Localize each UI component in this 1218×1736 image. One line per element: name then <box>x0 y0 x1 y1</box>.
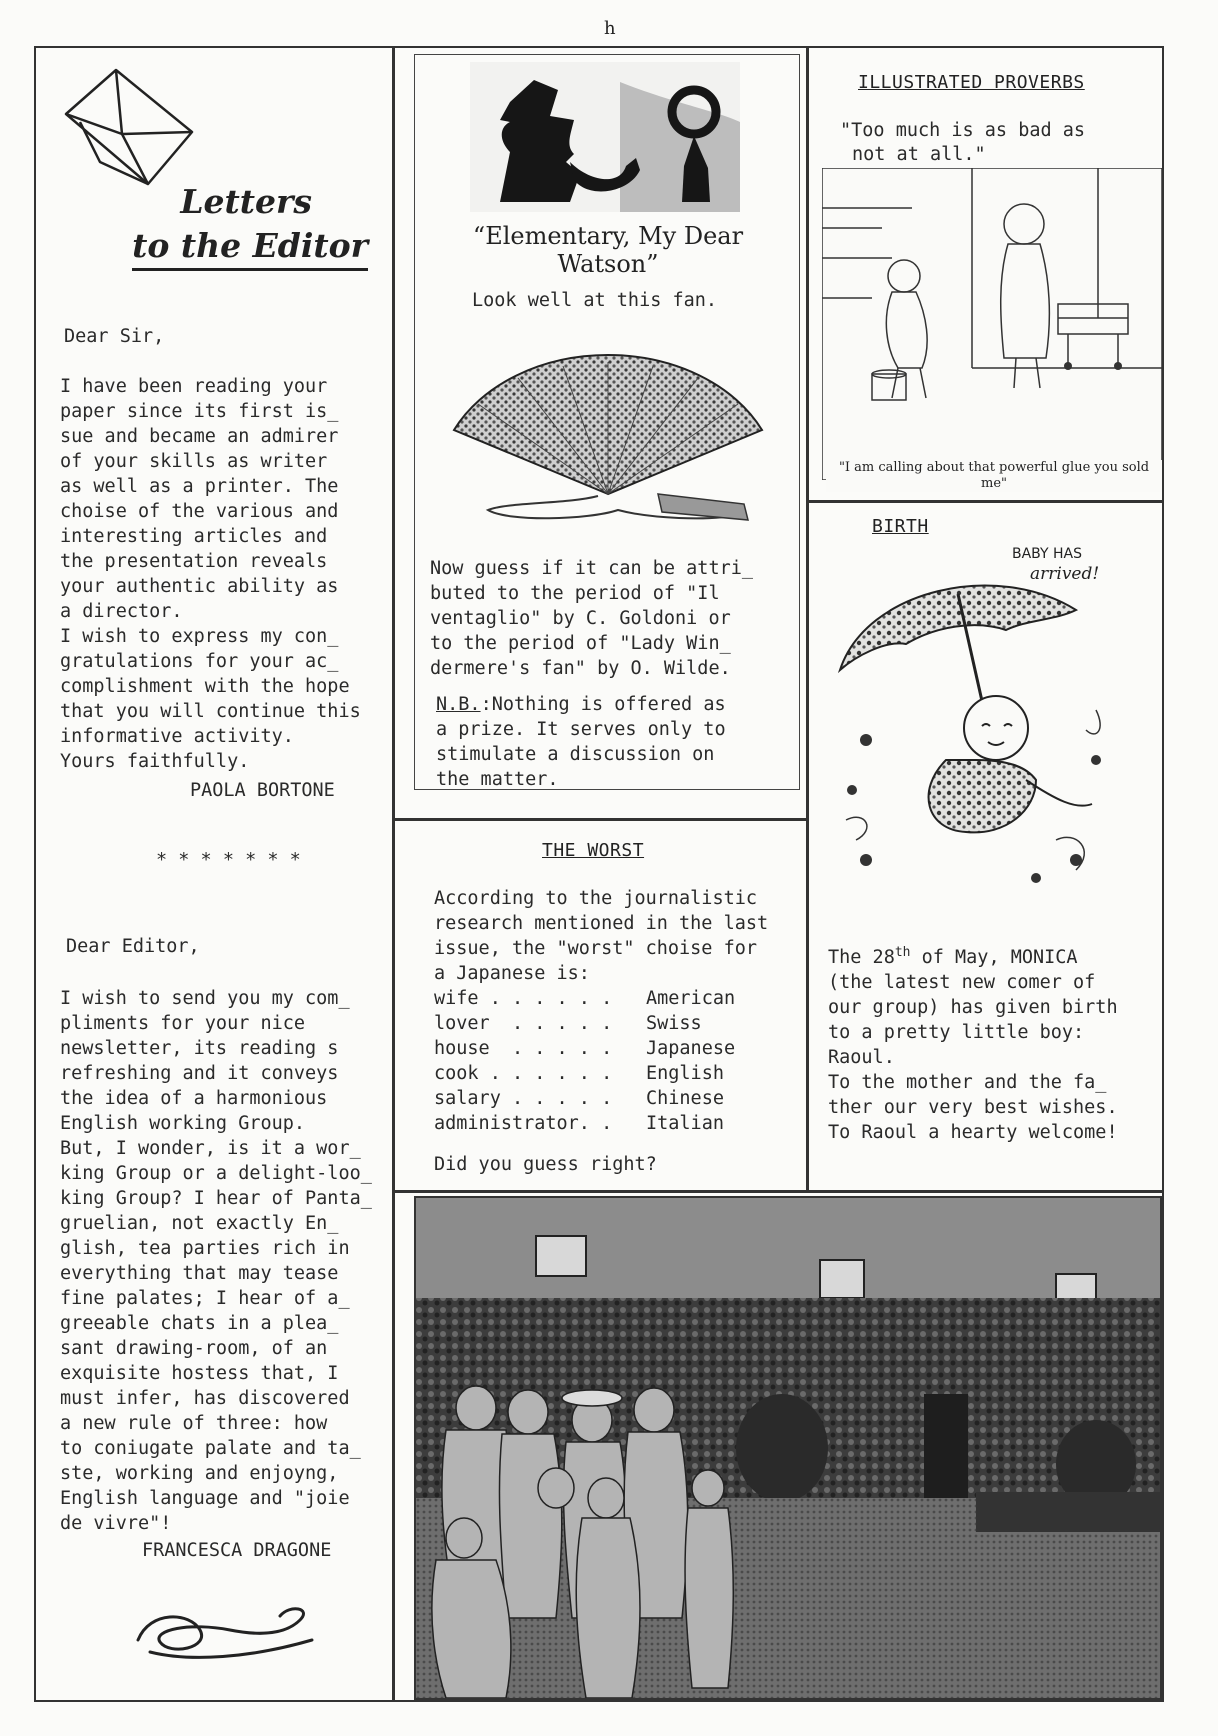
watson-question-line: Now guess if it can be attri_ <box>430 558 754 579</box>
letter1-line: paper since its first is_ <box>60 401 339 422</box>
letter2-line: ste, working and enjoyng, <box>60 1463 339 1484</box>
letter2-line: English working Group. <box>60 1113 306 1134</box>
letter1-line: informative activity. <box>60 726 294 747</box>
letter2-line: fine palates; I hear of a_ <box>60 1288 350 1309</box>
table-row: wife . . . . . . American <box>434 988 736 1009</box>
letter1-line: as well as a printer. The <box>60 476 339 497</box>
proverbs-heading: ILLUSTRATED PROVERBS <box>858 72 1085 93</box>
letter2-line: I wish to send you my com_ <box>60 988 350 1009</box>
letter2-line: to coniugate palate and ta_ <box>60 1438 361 1459</box>
letter1-signature: PAOLA BORTONE <box>190 780 335 801</box>
birth-line: The 28 <box>828 947 895 969</box>
table-row: salary . . . . . Chinese <box>434 1088 724 1109</box>
letter2-line: must infer, has discovered <box>60 1388 350 1409</box>
column-divider-right <box>806 46 809 1192</box>
birth-line: our group) has given birth <box>828 997 1118 1019</box>
letter2-line: exquisite hostess that, I <box>60 1363 339 1384</box>
letter1-line: interesting articles and <box>60 526 328 547</box>
birth-line: To Raoul a hearty welcome! <box>828 1122 1118 1144</box>
worst-intro-line: a Japanese is: <box>434 963 590 984</box>
section-separator: * * * * * * * <box>156 850 301 871</box>
birth-line: ther our very best wishes. <box>828 1097 1118 1119</box>
birth-line: Raoul. <box>828 1047 895 1069</box>
letter2-line: a new rule of three: how <box>60 1413 328 1434</box>
birth-line: to a pretty little boy: <box>828 1022 1085 1044</box>
birth-text <box>828 940 1162 1145</box>
divider-proverbs-birth <box>809 500 1164 503</box>
table-row: cook . . . . . . English <box>434 1063 724 1084</box>
worst-intro <box>434 886 806 986</box>
letter2-signature: FRANCESCA DRAGONE <box>142 1540 332 1561</box>
letter2-line: English language and "joie <box>60 1488 350 1509</box>
baby-label: BABY HAS <box>1012 546 1083 562</box>
letter2-line: the idea of a harmonious <box>60 1088 328 1109</box>
table-row: house . . . . . Japanese <box>434 1038 736 1059</box>
letter1-line: a director. <box>60 601 183 622</box>
letters-title-line2: to the Editor <box>132 224 368 271</box>
worst-intro-line: According to the journalistic <box>434 888 758 909</box>
birth-line-sup: th <box>894 945 911 960</box>
divider-photo-top <box>395 1190 1164 1193</box>
letter1-line: your authentic ability as <box>60 576 339 597</box>
lace-fan-icon <box>448 344 768 530</box>
letter2-body <box>60 986 390 1536</box>
letter2-line: de vivre"! <box>60 1513 172 1534</box>
letter1-line: the presentation reveals <box>60 551 328 572</box>
nb-label: N.B. <box>436 694 481 715</box>
page-number: h <box>604 18 616 39</box>
nb-line: :Nothing is offered as <box>480 694 726 715</box>
watson-question-line: dermere's fan" by O. Wilde. <box>430 658 731 679</box>
letter2-line: king Group? I hear of Panta_ <box>60 1188 372 1209</box>
letter2-line: pliments for your nice <box>60 1013 306 1034</box>
worst-closing: Did you guess right? <box>434 1154 657 1175</box>
letter1-line: choise of the various and <box>60 501 339 522</box>
letter2-line: newsletter, its reading s <box>60 1038 339 1059</box>
letter1-line: that you will continue this <box>60 701 361 722</box>
watson-question-line: to the period of "Lady Win_ <box>430 633 731 654</box>
worst-table <box>434 986 804 1136</box>
worst-intro-line: research mentioned in the last <box>434 913 769 934</box>
divider-watson-worst <box>395 818 806 821</box>
letter1-line: of your skills as writer <box>60 451 328 472</box>
table-row: administrator. . Italian <box>434 1113 724 1134</box>
column-divider-left <box>392 46 395 1702</box>
nb-line: the matter. <box>436 769 559 790</box>
letter1-body <box>60 374 390 774</box>
letter2-line: But, I wonder, is it a wor_ <box>60 1138 361 1159</box>
worst-heading: THE WORST <box>542 840 645 861</box>
birth-line: of May, MONICA <box>910 947 1078 969</box>
detective-silhouette-icon <box>470 62 740 212</box>
letter1-line: gratulations for your ac_ <box>60 651 339 672</box>
letter2-salutation: Dear Editor, <box>66 936 200 957</box>
letter1-line: sue and became an admirer <box>60 426 339 447</box>
group-photo <box>414 1196 1162 1700</box>
birth-line: To the mother and the fa_ <box>828 1072 1107 1094</box>
letter2-line: greeable chats in a plea_ <box>60 1313 339 1334</box>
letter1-line: Yours faithfully. <box>60 751 250 772</box>
birth-heading: BIRTH <box>872 516 929 537</box>
watson-question <box>430 556 800 681</box>
letter1-salutation: Dear Sir, <box>64 326 165 347</box>
table-row: lover . . . . . Swiss <box>434 1013 702 1034</box>
letter2-line: everything that may tease <box>60 1263 339 1284</box>
nb-line: stimulate a discussion on <box>436 744 715 765</box>
proverb-quote-line: not at all." <box>852 144 986 165</box>
letter2-line: sant drawing-room, of an <box>60 1338 328 1359</box>
letter2-line: king Group or a delight-loo_ <box>60 1163 372 1184</box>
letter2-line: glish, tea parties rich in <box>60 1238 350 1259</box>
baby-umbrella-illustration <box>826 560 1126 900</box>
flourish-ornament <box>130 1600 320 1664</box>
watson-question-line: ventaglio" by C. Goldoni or <box>430 608 731 629</box>
cartoon-caption: "I am calling about that powerful glue you sold me" <box>826 460 1162 492</box>
birth-line: (the latest new comer of <box>828 972 1096 994</box>
nb-line: a prize. It serves only to <box>436 719 726 740</box>
envelope-icon <box>60 62 200 192</box>
watson-question-line: buted to the period of "Il <box>430 583 720 604</box>
watson-nb <box>436 692 796 792</box>
letter1-line: complishment with the hope <box>60 676 350 697</box>
watson-instruction: Look well at this fan. <box>472 290 718 311</box>
letter2-line: refreshing and it conveys <box>60 1063 339 1084</box>
baby-label-script: arrived! <box>1030 564 1100 584</box>
letters-title-line1: Letters <box>180 182 312 221</box>
proverb-quote-line: "Too much is as bad as <box>840 120 1086 141</box>
letter1-line: I wish to express my con_ <box>60 626 339 647</box>
letter2-line: gruelian, not exactly En_ <box>60 1213 339 1234</box>
letter1-line: I have been reading your <box>60 376 328 397</box>
worst-intro-line: issue, the "worst" choise for <box>434 938 758 959</box>
glue-cartoon-illustration <box>822 168 1162 480</box>
watson-caption: “Elementary, My Dear Watson” <box>472 222 744 278</box>
